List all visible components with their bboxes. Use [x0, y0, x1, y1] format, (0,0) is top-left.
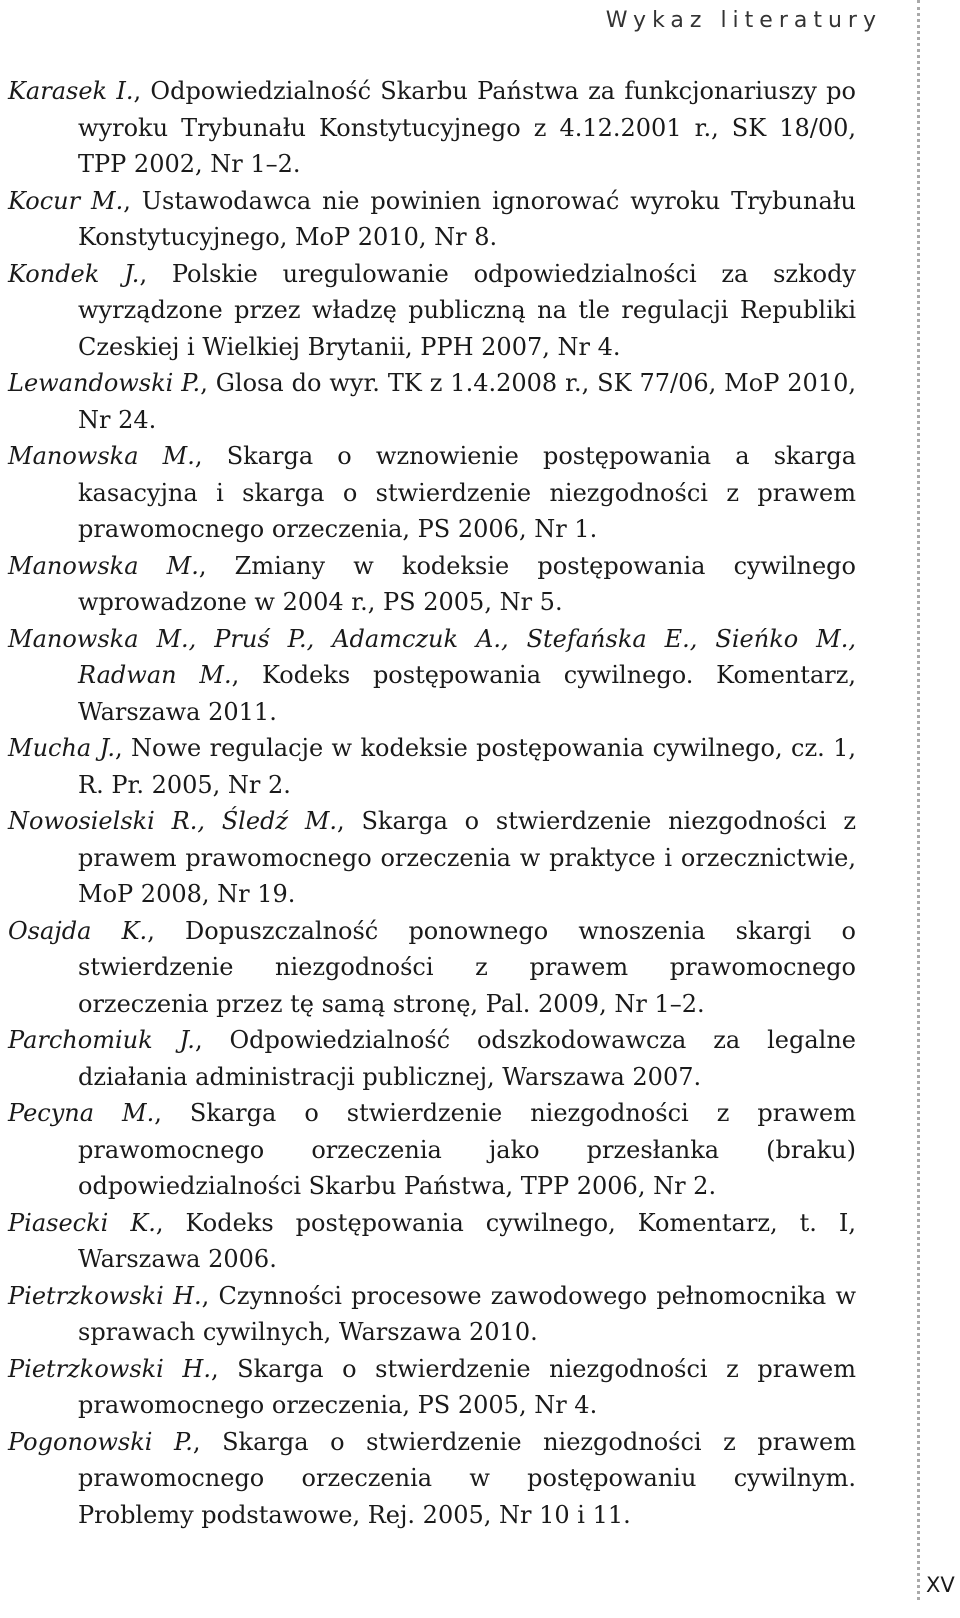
entry-details: , Skarga o stwierdzenie niezgodności z prawem prawomocnego orzeczenia w postępowaniu cywilnym. Problemy podstawowe, Rej. 2005, Nr 10 i 11.	[78, 1427, 856, 1529]
bibliography-list	[8, 73, 856, 1533]
bibliography-entry	[8, 1205, 856, 1278]
entry-details: , Skarga o stwierdzenie niezgodności z prawem prawomocnego orzeczenia jako przesłanka (braku) odpowiedzialności Skarbu Państwa, TPP 2006, Nr 2.	[78, 1099, 856, 1200]
bibliography-entry	[8, 803, 856, 913]
entry-details: , Skarga o stwierdzenie niezgodności z prawem prawomocnego orzeczenia w praktyce i orzecznictwie, MoP 2008, Nr 19.	[78, 807, 857, 908]
bibliography-entry	[8, 913, 856, 1023]
entry-details: , Kodeks postępowania cywilnego, Komentarz, t. I, Warszawa 2006.	[78, 1208, 856, 1273]
entry-authors: Nowosielski R., Śledź M.	[8, 807, 338, 835]
entry-authors: Pietrzkowski H.	[8, 1281, 202, 1310]
entry-authors: Manowska M., Pruś P., Adamczuk A., Stefańska E., Sieńko M., Radwan M.	[8, 624, 856, 689]
entry-details: , Nowe regulacje w kodeksie postępowania cywilnego, cz. 1, R. Pr. 2005, Nr 2.	[78, 734, 856, 799]
bibliography-entry	[8, 1278, 856, 1351]
entry-authors: Manowska M.	[8, 551, 199, 580]
entry-authors: Pogonowski P.	[8, 1427, 193, 1456]
entry-details: , Skarga o wznowienie postępowania a skarga kasacyjna i skarga o stwierdzenie niezgodności z prawem prawomocnego orzeczenia, PS 2006, Nr 1.	[78, 442, 857, 543]
entry-authors: Kocur M.	[8, 186, 124, 215]
entry-authors: Osajda K.	[8, 916, 148, 945]
entry-details: , Kodeks postępowania cywilnego. Komentarz, Warszawa 2011.	[78, 661, 857, 726]
entry-authors: Mucha J.	[8, 734, 116, 762]
entry-authors: Piasecki K.	[8, 1208, 156, 1237]
bibliography-entry	[8, 256, 856, 366]
entry-authors: Parchomiuk J.	[8, 1026, 195, 1054]
bibliography-entry	[8, 438, 856, 548]
margin-dotted-rule	[917, 0, 920, 1600]
bibliography-entry	[8, 1022, 856, 1095]
entry-authors: Pecyna M.	[8, 1099, 155, 1127]
entry-authors: Lewandowski P.	[8, 369, 201, 397]
entry-details: , Dopuszczalność ponownego wnoszenia skargi o stwierdzenie niezgodności z prawem prawomocnego orzeczenia przez tę samą stronę, Pal. 2009, Nr 1–2.	[78, 916, 856, 1018]
bibliography-entry	[8, 183, 856, 256]
entry-details: , Glosa do wyr. TK z 1.4.2008 r., SK 77/06, MoP 2010, Nr 24.	[78, 369, 856, 434]
entry-authors: Kondek J.	[8, 259, 140, 288]
bibliography-entry	[8, 621, 856, 731]
bibliography-entry	[8, 1351, 856, 1424]
page-number: XV	[926, 1573, 955, 1597]
entry-authors: Karasek I.	[8, 77, 134, 105]
entry-details: , Zmiany w kodeksie postępowania cywilnego wprowadzone w 2004 r., PS 2005, Nr 5.	[78, 551, 856, 616]
entry-details: , Odpowiedzialność Skarbu Państwa za funkcjonariuszy po wyroku Trybunału Konstytucyjnego z 4.12.2001 r., SK 18/00, TPP 2002, Nr 1–2.	[78, 77, 856, 178]
bibliography-entry	[8, 1424, 856, 1534]
bibliography-entry	[8, 730, 856, 803]
entry-details: , Odpowiedzialność odszkodowawcza za legalne działania administracji publicznej, Warszawa 2007.	[78, 1026, 856, 1091]
entry-details: , Polskie uregulowanie odpowiedzialności za szkody wyrządzone przez władzę publiczną na tle regulacji Republiki Czeskiej i Wielkiej Brytanii, PPH 2007, Nr 4.	[78, 259, 856, 361]
entry-details: , Ustawodawca nie powinien ignorować wyroku Trybunału Konstytucyjnego, MoP 2010, Nr 8.	[78, 186, 857, 251]
entry-details: , Czynności procesowe zawodowego pełnomocnika w sprawach cywilnych, Warszawa 2010.	[78, 1281, 857, 1346]
bibliography-entry	[8, 365, 856, 438]
entry-details: , Skarga o stwierdzenie niezgodności z prawem prawomocnego orzeczenia, PS 2005, Nr 4.	[78, 1354, 857, 1419]
bibliography-entry	[8, 73, 856, 183]
bibliography-entry	[8, 1095, 856, 1205]
running-head: Wykaz literatury	[605, 8, 882, 33]
bibliography-entry	[8, 548, 856, 621]
entry-authors: Pietrzkowski H.	[8, 1354, 211, 1383]
entry-authors: Manowska M.	[8, 442, 195, 470]
